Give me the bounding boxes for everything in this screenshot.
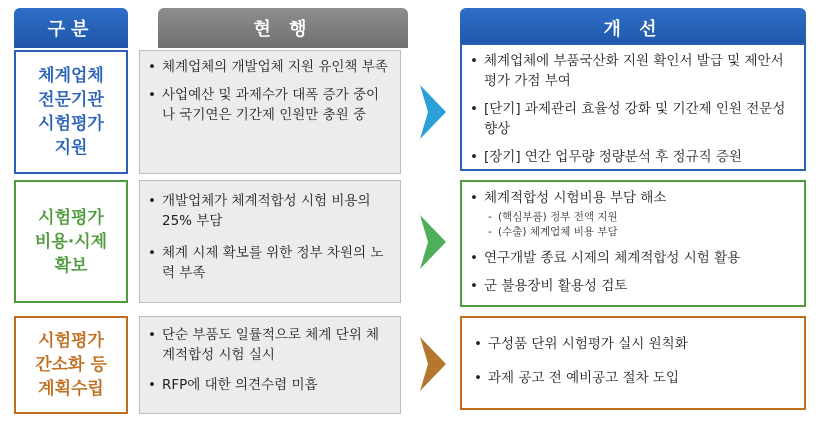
- current-item: • 사업예산 및 과제수가 대폭 증가 중이나 국기연은 기간제 인원만 충원 중: [148, 85, 390, 125]
- arrow-right-icon: [418, 85, 448, 139]
- category-cell: 시험평가 간소화 등 계획수립: [14, 316, 128, 414]
- current-cell: [139, 316, 401, 414]
- improvement-item: • 체계적합성 시험비용 부담 해소: [470, 188, 796, 208]
- current-cell: [139, 50, 401, 174]
- improvement-item: • 과제 공고 전 예비공고 절차 도입: [474, 368, 796, 388]
- header-current: 현 행: [158, 8, 408, 48]
- current-item: • 체계 시제 확보를 위한 정부 차원의 노력 부족: [148, 243, 390, 283]
- improvement-item: • [단기] 과제관리 효율성 강화 및 기간제 인원 전문성 향상: [470, 99, 796, 139]
- current-item: • RFP에 대한 의견수렴 미흡: [148, 375, 390, 395]
- header-category: 구분: [14, 8, 128, 48]
- arrow-right-icon: [418, 215, 448, 269]
- header-improvement: 개 선: [460, 8, 806, 48]
- improvement-cell: [460, 180, 806, 307]
- improvement-item: • 군 불용장비 활용성 검토: [470, 276, 796, 296]
- improvement-cell: [460, 316, 806, 410]
- current-item: • 체계업체의 개발업체 지원 유인책 부족: [148, 57, 390, 77]
- current-cell: [139, 180, 401, 303]
- category-cell: 시험평가 비용·시제 확보: [14, 180, 128, 303]
- improvement-item: • 구성품 단위 시험평가 실시 원칙화: [474, 334, 796, 354]
- arrow-right-icon: [418, 337, 448, 391]
- improvement-cell: [460, 43, 806, 171]
- improvement-subitem: - (수출) 체계업체 비용 부담: [470, 225, 796, 240]
- improvement-subitem: - (핵심부품) 정부 전액 지원: [470, 210, 796, 225]
- improvement-item: • 연구개발 종료 시제의 체계적합성 시험 활용: [470, 248, 796, 268]
- current-item: • 단순 부품도 일률적으로 체계 단위 체계적합성 시험 실시: [148, 325, 390, 365]
- improvement-item: • [장기] 연간 업무량 정량분석 후 정규직 증원: [470, 147, 796, 167]
- category-cell: 체계업체 전문기관 시험평가 지원: [14, 50, 128, 174]
- current-item: • 개발업체가 체계적합성 시험 비용의 25% 부담: [148, 191, 390, 231]
- improvement-item: • 체계업체에 부품국산화 지원 확인서 발급 및 제안서 평가 가점 부여: [470, 51, 796, 91]
